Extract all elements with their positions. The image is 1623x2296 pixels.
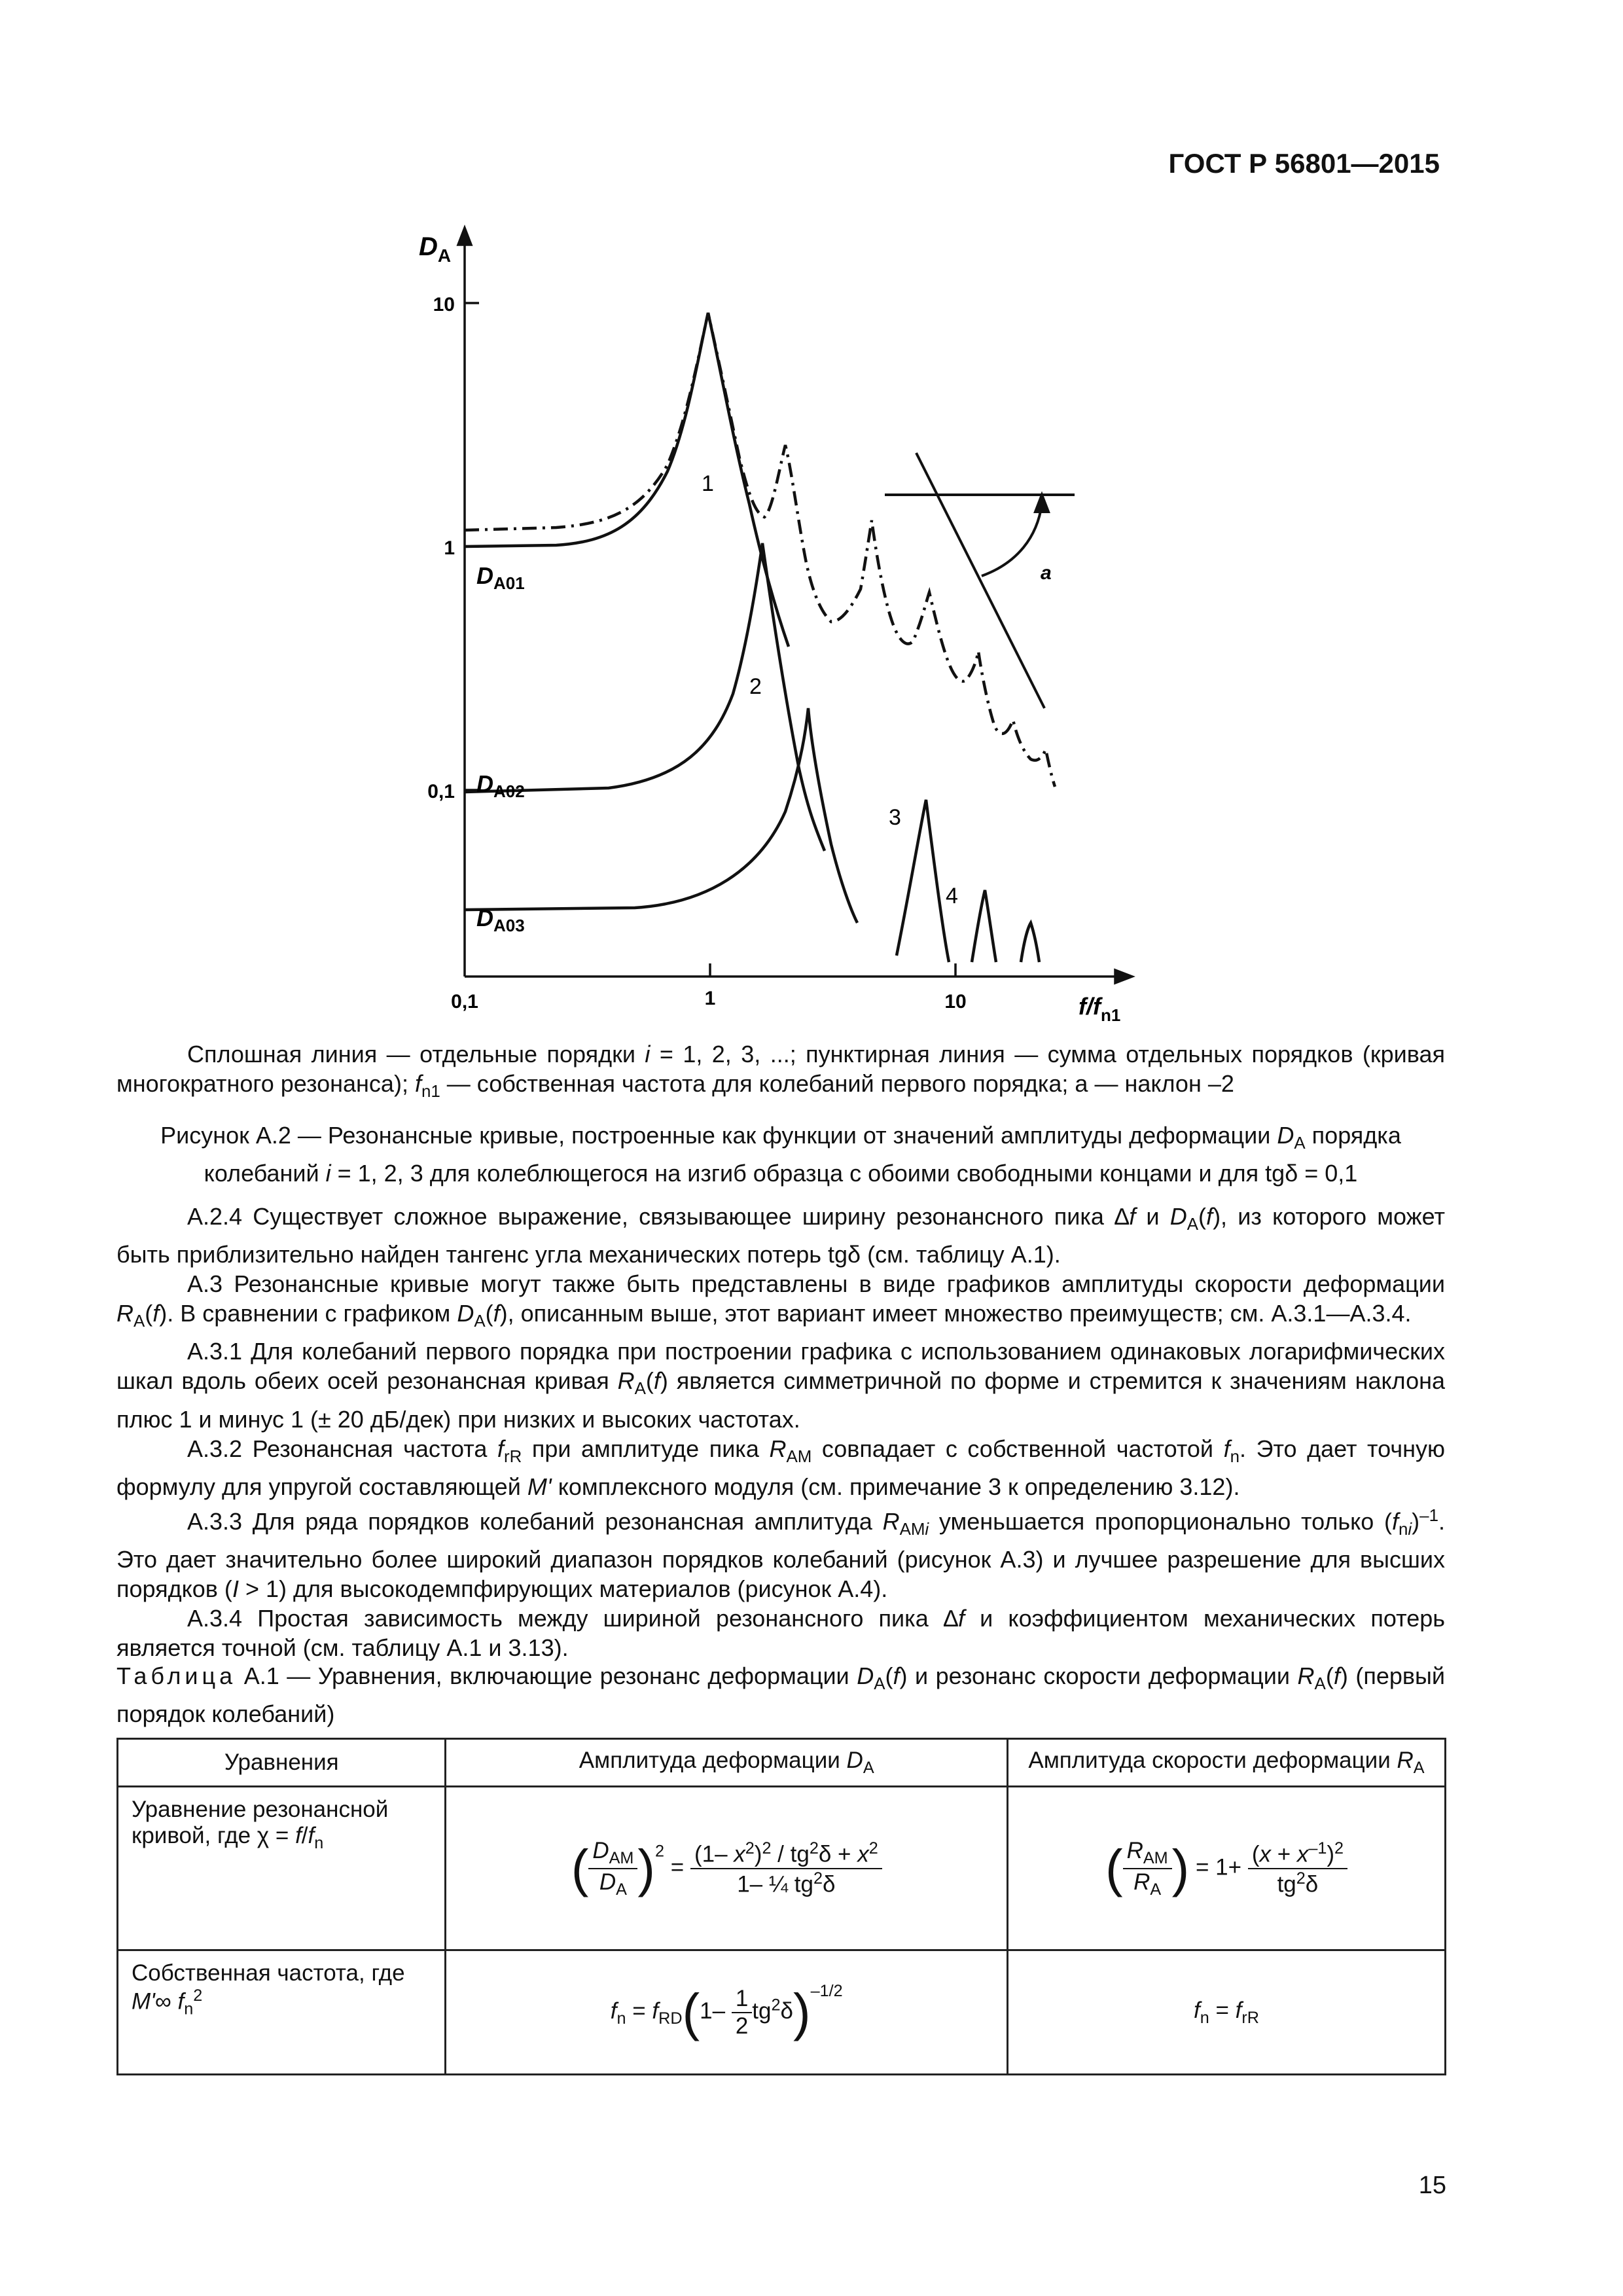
curve-number: 2 <box>749 674 762 699</box>
curve-order-4 <box>897 800 949 962</box>
formula-strain-frequency: $f_n = f_{RD}(1-$ $\frac{1}{2}$ $tg^2\delta)^{-1/2}$ <box>446 1950 1008 2075</box>
table-caption: Таблица А.1 — Уравнения, включающие резонанс деформации $D_A(f)$ и резонанс скорости деформации $R_A(f)$ (первый порядок колебаний) <box>116 1662 1445 1728</box>
table-row <box>118 1787 1446 1950</box>
y-tick-label: 0,1 <box>427 781 455 802</box>
curve-number: 1 <box>702 471 714 496</box>
formula-rate-curve: ( $R_{AM}$ $R_A$ ) = 1+ $\frac{(x + x^{-1})^2}{tg^2\delta}$ <box>1008 1787 1446 1950</box>
table-cell-label: Собственная частота, где M'∞ $f_n^2$ <box>118 1950 446 2075</box>
x-axis-label: $f/f_{n1}$ <box>1079 993 1121 1021</box>
axes <box>458 228 1132 983</box>
baseline-label-da01: $D_{A01}$ <box>476 562 525 593</box>
document-id: ГОСТ Р 56801—2015 <box>1168 148 1440 179</box>
slope-label: a <box>1041 562 1052 584</box>
curve-order-1 <box>465 313 789 647</box>
table-header-cell: Амплитуда скорости деформации $R_A$ <box>1008 1739 1446 1787</box>
formula-rate-frequency: $f_n = f_{rR}$ <box>1008 1950 1446 2075</box>
body-text <box>116 1202 1445 1662</box>
x-tick-label: 0,1 <box>451 991 478 1013</box>
baseline-label-da03: $D_{A03}$ <box>476 905 525 935</box>
baseline-label-da02: $D_{A02}$ <box>476 770 525 801</box>
curve-number: 4 <box>946 884 958 908</box>
y-tick-label: 1 <box>444 537 455 559</box>
figure-note: Сплошная линия — отдельные порядки i = 1, 2, 3, ...; пунктирная линия — сумма отдельных порядков (кривая многократного резонанса); $f_{n1}$ — собственная частота для колебаний первого порядка; а — наклон –2 <box>116 1041 1445 1102</box>
figure-caption: Рисунок А.2 — Резонансные кривые, построенные как функции от значений амплитуды деформации $D_A$ порядка колебаний i = 1, 2, 3 для колеблющегося на изгиб образца с обоими свободными концами и для tgδ = 0,1 <box>160 1122 1401 1187</box>
curve-order-6 <box>1021 923 1039 962</box>
resonance-figure <box>393 223 1165 1021</box>
curve-order-5 <box>972 890 996 962</box>
slope-line <box>916 453 1044 708</box>
paragraph-a31: А.3.1 Для колебаний первого порядка при построении графика с использованием одинаковых логарифмических шкал вдоль обеих осей резонансная кривая $R_A(f)$ является симметричной по форме и стремится к значениям наклона плюс 1 и минус 1 (± 20 дБ/дек) при низких и высоких частотах. <box>116 1338 1445 1433</box>
table-header-cell: Амплитуда деформации $D_A$ <box>446 1739 1008 1787</box>
paragraph-a32: А.3.2 Резонансная частота $f_{rR}$ при амплитуде пика $R_{AM}$ совпадает с собственной частотой $f_n$. Это дает точную формулу для упругой составляющей M' комплексного модуля (см. примечание 3 к определению 3.12). <box>116 1435 1445 1500</box>
individual-curves <box>465 313 1039 962</box>
slope-arc-arrow <box>1035 495 1048 512</box>
y-tick-label: 10 <box>433 294 455 315</box>
formula-strain-curve: ( $D_{AM}$ $D_A$ )$^2$ = $\frac{(1- x^2)^2 / tg^2\delta + x^2}{1- \frac{1}{4} tg^2\delta}$ <box>446 1787 1008 1950</box>
table-header-row <box>118 1739 1446 1787</box>
paragraph-a34: А.3.4 Простая зависимость между шириной резонансного пика ∆f и коэффициентом механических потерь является точной (см. таблицу А.1 и 3.13). <box>116 1604 1445 1661</box>
table-header-cell: Уравнения <box>118 1739 446 1787</box>
y-axis-label: $D_A$ <box>419 232 452 266</box>
x-tick-label: 10 <box>944 991 967 1013</box>
curve-order-3 <box>465 708 857 923</box>
x-tick-label: 1 <box>704 988 716 1009</box>
page-number: 15 <box>1418 2172 1446 2199</box>
paragraph-a33: А.3.3 Для ряда порядков колебаний резонансная амплитуда $R_{AMi}$ уменьшается пропорционально только $(f_{ni})^{-1}$. Это дает значительно более широкий диапазон порядков колебаний (рисунок А.3) и лучшее разрешение для высших порядков (I > 1) для высокодемпфирующих материалов (рисунок А.4). <box>116 1506 1446 1602</box>
slope-arc <box>982 504 1042 576</box>
table-cell-label: Уравнение резонансной кривой, где $\chi = f/f_n$ <box>118 1787 446 1950</box>
x-axis-arrow <box>1115 970 1132 983</box>
equations-table <box>116 1738 1446 2075</box>
paragraph-a3: А.3 Резонансные кривые могут также быть представлены в виде графиков амплитуды скорости деформации $R_A(f)$. В сравнении с графиком $D_A(f)$, описанным выше, этот вариант имеет множество преимуществ; см. А.3.1—А.3.4. <box>116 1270 1445 1331</box>
curve-number: 3 <box>889 805 901 830</box>
paragraph-a24: А.2.4 Существует сложное выражение, связывающее ширину резонансного пика ∆f и $D_A(f)$, из которого может быть приблизительно найден тангенс угла механических потерь tgδ (см. таблицу А.1). <box>116 1203 1445 1268</box>
table-row <box>118 1950 1446 2075</box>
y-axis-arrow <box>458 228 471 245</box>
